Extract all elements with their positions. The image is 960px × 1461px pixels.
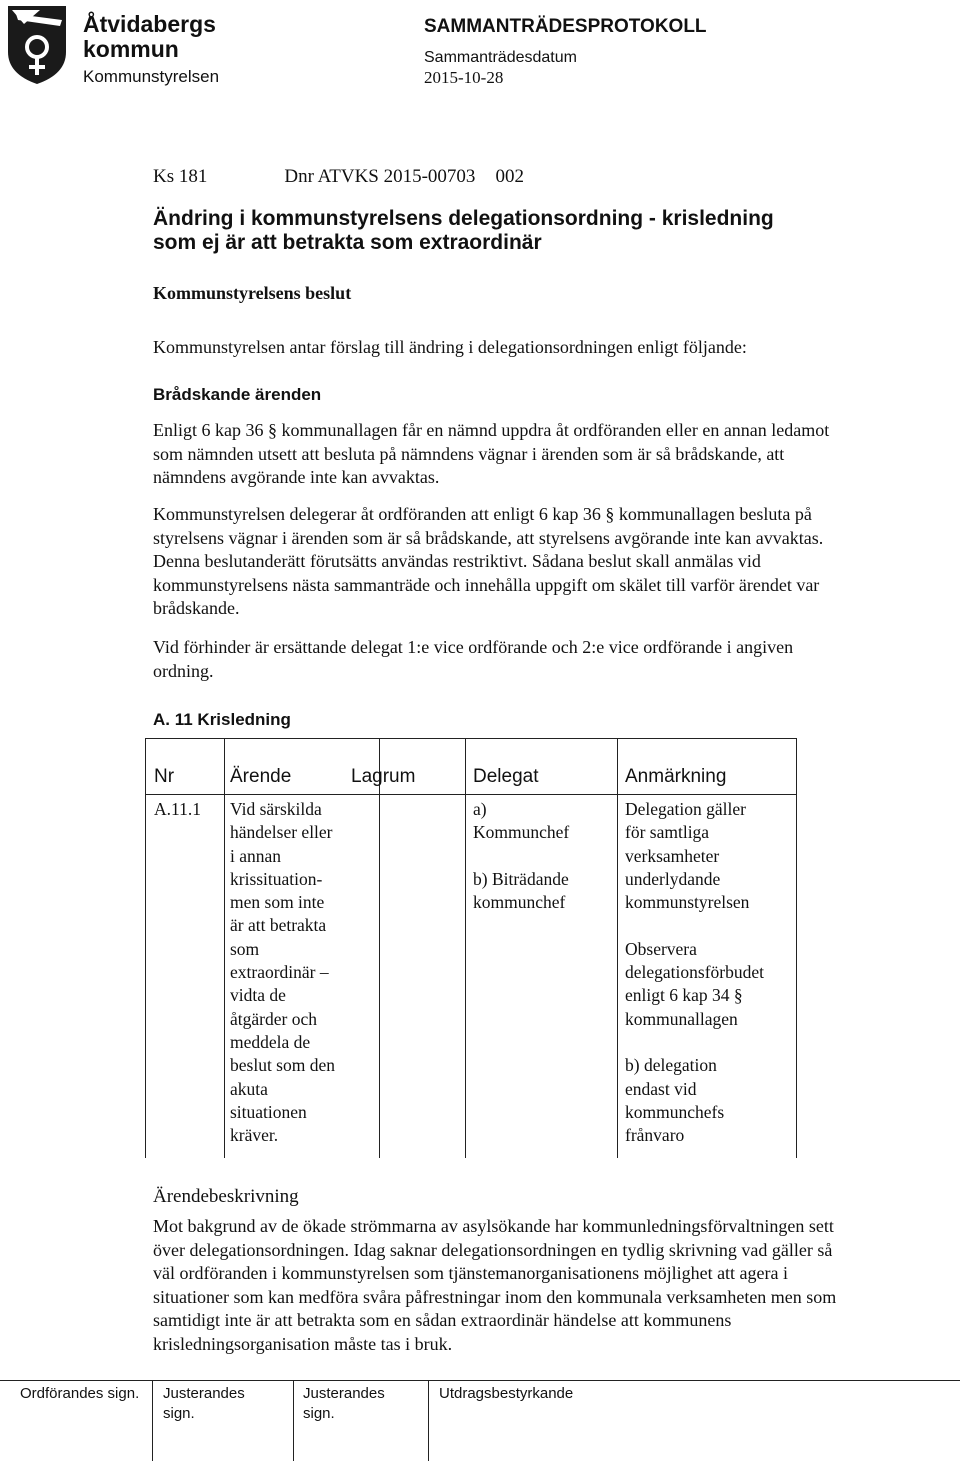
date-value: 2015-10-28 <box>424 68 504 87</box>
case-line <box>153 166 524 188</box>
description-text: Mot bakgrund av de ökade strömmarna av asylsökande har kommunledningsförvaltningen sett över delegationsordningen. Idag saknar delegationsordningen en tydlig skrivning vad gäller så väl ordföranden i kommunstyrelsen som tjänstemanorganisationens möjlighet att agera i situationer som kan medföra svåra påfrestningar inom den kommunala verksamheten men som samtidigt inte är att betrakta som en sådan extraordinär händelse att kommunens krisledningsorganisation måste tas i bruk. <box>153 1216 837 1354</box>
org-sub: Kommunstyrelsen <box>83 67 220 86</box>
case-title <box>153 207 774 255</box>
table-cell-anmarkning: Delegation gäller för samtliga verksamheter underlydande kommunstyrelsen Observera delegationsförbudet enligt 6 kap 34 § kommunallagen b) delegation endast vid kommunchefs frånvaro <box>625 799 764 1146</box>
table-rule-col4 <box>465 738 466 1158</box>
case-title-line2: som ej är att betrakta som extraordinär <box>153 231 542 254</box>
date-label: Sammanträdesdatum <box>424 49 577 66</box>
footer-divider-1 <box>152 1380 153 1461</box>
delegation-table <box>145 738 797 1158</box>
table-rule-right <box>796 738 797 1158</box>
table-header-nr: Nr <box>154 766 175 787</box>
footer-justerande-sign-2: Justerandes sign. <box>303 1385 385 1422</box>
paragraph-1: Enligt 6 kap 36 § kommunallagen får en nämnd uppdra åt ordföranden eller en annan ledamot som nämnden utsett att besluta på nämndens vägnar i ärenden som är så brådskande, att nämndens avgörande inte kan avvaktas. <box>153 420 830 487</box>
urgent-heading: Brådskande ärenden <box>153 385 322 404</box>
table-rule-header <box>145 794 797 795</box>
description-heading: Ärendebeskrivning <box>153 1186 299 1207</box>
case-ks: Ks 181 <box>153 166 208 187</box>
org-name <box>83 12 216 62</box>
table-rule-left <box>145 738 146 1158</box>
footer-divider-3 <box>428 1380 429 1461</box>
org-name-line1: Åtvidabergs <box>83 11 216 37</box>
table-cell-delegat: a) Kommunchef b) Biträdande kommunchef <box>473 799 570 913</box>
paragraph-3: Vid förhinder är ersättande delegat 1:e vice ordförande och 2:e vice ordförande i angiven ordning. <box>153 637 794 681</box>
table-cell-nr: A.11.1 <box>154 799 201 819</box>
org-name-line2: kommun <box>83 36 179 62</box>
decision-intro: Kommunstyrelsen antar förslag till ändring i delegationsordningen enligt följande: <box>153 337 747 357</box>
footer-rule <box>0 1380 960 1381</box>
footer-divider-2 <box>293 1380 294 1461</box>
table-rule-top <box>145 738 797 739</box>
table-cell-arende: Vid särskilda händelser eller i annan krissituation- men som inte är att betrakta som extraordinär – vidta de åtgärder och meddela de beslut som den akuta situationen kräver. <box>230 799 335 1146</box>
table-rule-col3 <box>379 738 380 1158</box>
case-code: 002 <box>495 166 524 187</box>
footer-justerande-sign-1: Justerandes sign. <box>163 1385 245 1422</box>
footer-utdragsbestyrkande: Utdragsbestyrkande <box>439 1385 574 1402</box>
protocol-title: SAMMANTRÄDESPROTOKOLL <box>424 16 707 37</box>
case-dnr: Dnr ATVKS 2015-00703 <box>284 166 476 187</box>
table-rule-col2 <box>224 738 225 1158</box>
case-title-line1: Ändring i kommunstyrelsens delegationsordning - krisledning <box>153 207 774 230</box>
table-rule-col5 <box>617 738 618 1158</box>
footer-ordforande-sign: Ordförandes sign. <box>20 1385 140 1402</box>
table-header-lagrum: Lagrum <box>351 766 416 787</box>
table-header-delegat: Delegat <box>473 766 539 787</box>
decision-heading: Kommunstyrelsens beslut <box>153 283 352 303</box>
table-header-anmarkning: Anmärkning <box>625 766 727 787</box>
table-header-arende: Ärende <box>230 766 292 787</box>
table-heading: A. 11 Krisledning <box>153 710 291 729</box>
paragraph-2: Kommunstyrelsen delegerar åt ordföranden att enligt 6 kap 36 § kommunallagen besluta på styrelsens vägnar i ärenden som är så brådskande, att styrelsens avgörande inte kan avvaktas. Denna beslutanderätt förutsätts användas restriktivt. Sådana beslut skall anmälas vid kommunstyrelsens nästa sammanträde och innehålla uppgift om skälet till varför ärendet var brådskande. <box>153 504 824 618</box>
municipality-logo <box>2 2 72 86</box>
